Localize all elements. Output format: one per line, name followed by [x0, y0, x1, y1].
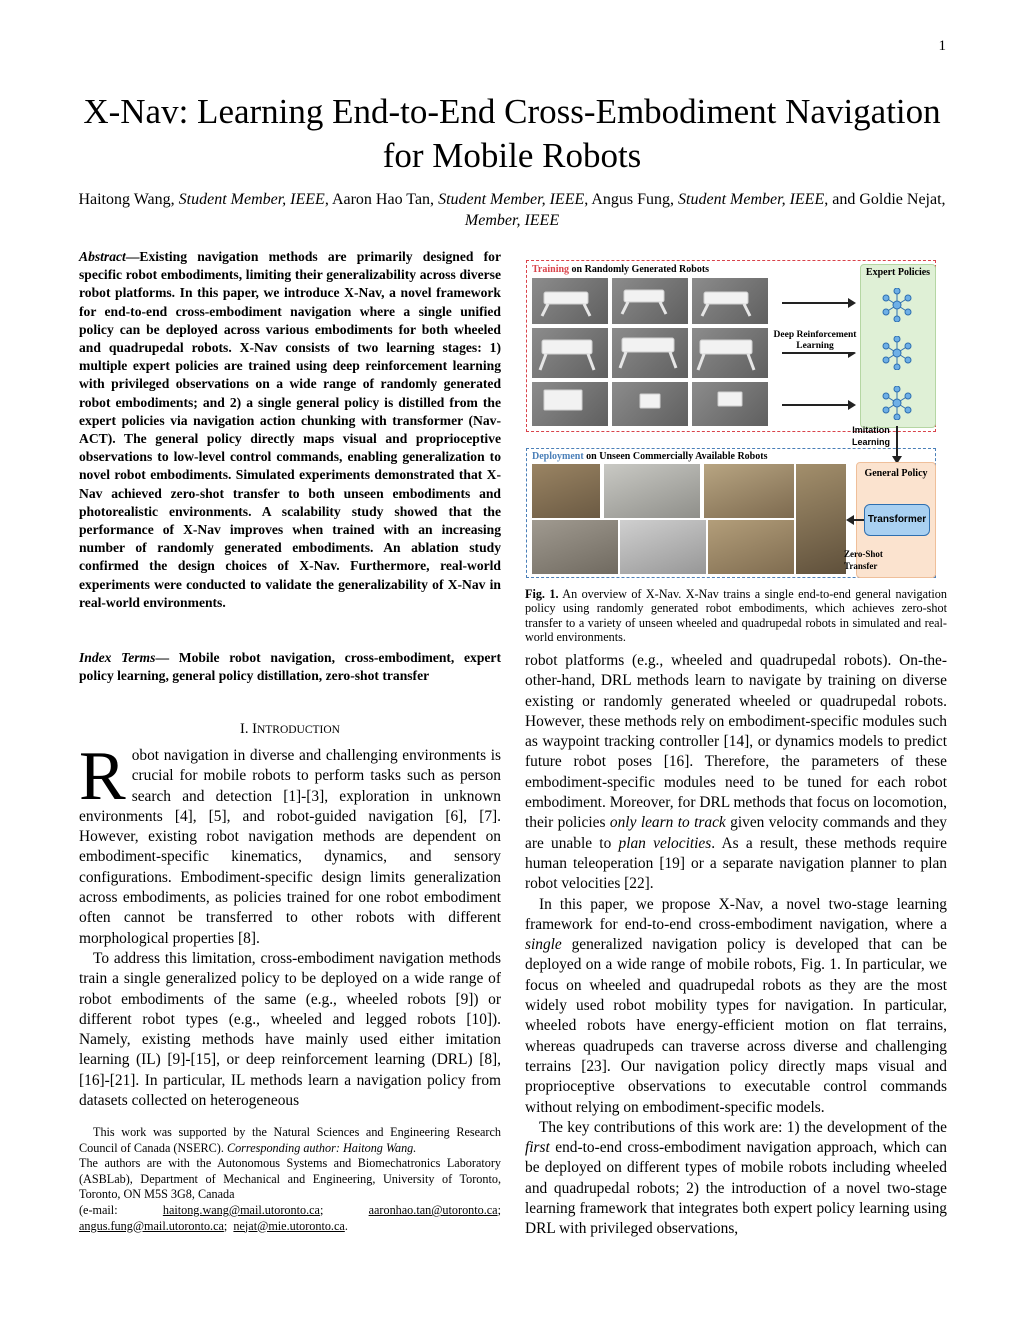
real-world-photo	[532, 520, 618, 574]
footnote-affiliation: The authors are with the Autonomous Systems and Biomechatronics Laboratory (ASBLab), Department of Mechanical and Engineering, University of Toronto, Toronto, ON M5S 3G8, Canada	[79, 1156, 501, 1202]
author-4: , and Goldie Nejat,	[824, 191, 946, 208]
page-number: 1	[938, 38, 946, 54]
section-title-rest: NTRODUCTION	[256, 724, 340, 736]
abstract	[79, 248, 501, 612]
rp2-a: In this paper, we propose X-Nav, a novel two-stage learning framework for end-to-end cross-embodiment navigation, where a	[525, 895, 947, 933]
footnote-funding	[79, 1125, 501, 1156]
real-world-photo	[604, 464, 700, 518]
author-list	[70, 189, 954, 231]
index-terms	[79, 649, 501, 685]
right-column-body	[525, 651, 947, 1240]
corresponding-author: Corresponding author: Haitong Wang.	[226, 1140, 417, 1155]
figure-1	[526, 258, 938, 580]
author-4-role: Member, IEEE	[464, 212, 560, 229]
training-rest: on Randomly Generated Robots	[569, 264, 710, 275]
training-arrow	[782, 352, 854, 354]
training-arrow	[782, 404, 854, 406]
email-link-4[interactable]: nejat@mie.utoronto.ca	[233, 1218, 345, 1233]
deployment-label	[532, 451, 767, 462]
rp2-b: generalized navigation policy is developed that can be deployed on a wide range of mobile robots, Fig. 1. In particular, we focus on wheeled and quadrupedal robots as they are the most widely used robot mobility types for navigation. In particular, wheeled robots have energy-efficient motion on flat terrains, whereas quadrupeds can traverse across diverse and challenging terrains [23]. Our navigation policy directly maps visual and proprioceptive observations to executable control commands without relying on embodiment-specific models.	[525, 936, 947, 1116]
deployment-word: Deployment	[532, 451, 584, 462]
rp2-em: single	[525, 936, 562, 954]
abstract-text: —Existing navigation methods are primarily designed for specific robot embodiments, limiting their generalizability across diverse robot platforms. In this paper, we introduce X-Nav, a novel framework for end-to-end cross-embodiment navigation where a single unified policy can be deployed across various embodiments for both wheeled and quadrupedal robots. X-Nav consists of two learning stages: 1) multiple expert policies are trained using deep reinforcement learning with privileged observations on a wide range of randomly generated robot embodiments; and 2) a single general policy is distilled from the expert policies via navigation action chunking with transformer (Nav-ACT). The general policy directly maps visual and proprioceptive observations to low-level control commands, enabling generalization to novel robot embodiments. Simulated experiments demonstrated that X-Nav achieved zero-shot transfer to both unseen embodiments and photorealistic environments. A scalability study showed that the performance of X-Nav improves when trained with an increasing number of randomly generated embodiments. An ablation study confirmed the design choices of X-Nav. Furthermore, real-world experiments were conducted to validate the generalizability of X-Nav in real-world environments.	[79, 249, 501, 610]
drop-cap: R	[79, 738, 126, 815]
robot-drawings	[532, 278, 768, 426]
caption-label: Fig. 1.	[525, 587, 559, 601]
abstract-label: Abstract	[79, 249, 126, 264]
transformer-block: Transformer	[864, 504, 930, 536]
intro-p1-text: obot navigation in diverse and challenging environments is crucial for mobile robots to perform tasks such as person search and detection [1]-[3], exploration in unknown environments [4], [5], and robot-guided navigation [6], [7]. However, existing robot navigation methods are dependent on embodiment-specific kinematics, dynamics, and sensory configurations. Embodiment-specific design limits generalization across embodiments, as policies trained for one robot embodiment often cannot be transferred to other robots with different morphological properties [8].	[79, 747, 501, 947]
real-world-photo	[708, 520, 794, 574]
author-3-role: Student Member, IEEE	[678, 191, 825, 208]
rp1-c: . As a result, these methods require human teleoperation [19] or a separate navigation planner to plan robot velocities [22].	[525, 834, 948, 893]
imitation-label: Imitation Learning	[851, 425, 890, 447]
figure-caption	[525, 587, 947, 644]
rp1-a: robot platforms (e.g., wheeled and quadrupedal robots). On-the-other-hand, DRL methods learn to navigate by training on diverse existing or randomly generated wheeled or quadrupedal robots. However, these methods rely on embodiment-specific modules such as waypoint tracking controller [14], or dynamics models to predict future robot poses [16]. Therefore, the parameters of these embodiment-specific modules need to be tuned for each robot embodiment. Moreover, for DRL methods that focus on locomotion, their policies	[525, 652, 947, 832]
author-1-role: Student Member, IEEE	[178, 191, 325, 208]
index-terms-text: — Mobile robot navigation, cross-embodiment, expert policy learning, general policy distillation, zero-shot transfer	[79, 650, 501, 684]
introduction-body	[79, 738, 501, 1111]
email-label: (e-mail:	[79, 1202, 118, 1217]
paper-title: X-Nav: Learning End-to-End Cross-Embodiment Navigation for Mobile Robots	[83, 92, 941, 175]
email-link-2[interactable]: aaronhao.tan@utoronto.ca	[368, 1202, 498, 1217]
rp1-em1: only learn to track	[609, 814, 726, 832]
right-paragraph-3	[525, 1118, 947, 1240]
expert-policies-label: Expert Policies	[865, 267, 931, 278]
training-word: Training	[532, 264, 570, 275]
intro-paragraph-1	[79, 738, 501, 949]
rp3-a: The key contributions of this work are: 1) the development of the	[539, 1118, 947, 1136]
real-world-photo	[796, 464, 846, 574]
general-policy-label: General Policy	[864, 468, 928, 479]
rp1-em2: plan velocities	[618, 834, 712, 852]
real-world-photo	[620, 520, 706, 574]
neural-network-icon	[880, 336, 914, 370]
author-2-role: Student Member, IEEE	[438, 191, 585, 208]
neural-network-icon	[880, 386, 914, 420]
email-link-3[interactable]: angus.fung@mail.utoronto.ca	[79, 1218, 224, 1233]
footnote	[79, 1125, 501, 1234]
author-2: , Aaron Hao Tan,	[324, 191, 435, 208]
drl-label: Deep Reinforcement Learning	[770, 330, 860, 352]
neural-network-icon	[880, 288, 914, 322]
training-arrow	[782, 302, 854, 304]
author-1: Haitong Wang,	[78, 191, 175, 208]
real-world-photo	[532, 464, 600, 518]
training-label	[532, 264, 709, 275]
deployment-rest: on Unseen Commercially Available Robots	[583, 451, 768, 462]
section-number: I.	[240, 721, 249, 737]
footnote-emails: (e-mail: haitong.wang@mail.utoronto.ca; aaronhao.tan@utoronto.ca; angus.fung@mail.utoronto.ca; nejat@mie.utoronto.ca.	[79, 1202, 501, 1233]
right-paragraph-1	[525, 651, 947, 895]
author-3: , Angus Fung,	[584, 191, 675, 208]
right-paragraph-2	[525, 895, 947, 1118]
funding-text: This work was supported by the Natural Sciences and Engineering Research Council of Canada (NSERC).	[79, 1125, 501, 1155]
index-terms-label: Index Terms	[79, 650, 156, 665]
intro-paragraph-2: To address this limitation, cross-embodiment navigation methods train a single generalized policy to be deployed on a wide range of robot embodiments of the same (e.g., wheeled robots [9]) or different robot types (e.g., wheeled and legged robots [10]). Namely, existing methods have mainly used either imitation learning (IL) [9]-[15], or deep reinforcement learning (DRL) [8], [16]-[21]. In particular, IL methods learn a navigation policy from datasets collected on heterogeneous	[79, 949, 501, 1110]
caption-text: An overview of X-Nav. X-Nav trains a single end-to-end general navigation policy using randomly generated robot embodiments, which achieves zero-shot transfer to a variety of unseen wheeled and quadrupedal robots in simulated and real-world environments.	[525, 587, 947, 644]
rp3-em: first	[525, 1139, 550, 1157]
real-world-photo	[704, 464, 794, 518]
section-title-first: I	[252, 721, 257, 737]
zero-shot-label: Zero-Shot Transfer	[844, 549, 883, 571]
deployment-arrow	[848, 519, 864, 521]
section-heading	[79, 721, 501, 738]
email-link-1[interactable]: haitong.wang@mail.utoronto.ca	[162, 1202, 320, 1217]
rp1-b: given velocity commands and they are unable to	[525, 814, 947, 852]
rp3-b: end-to-end cross-embodiment navigation approach, which can be deployed on different types of mobile robots including wheeled and quadrupedal robots; 2) the introduction of a novel two-stage learning framework that integrates both expert policy learning using DRL with privileged observations,	[525, 1139, 947, 1238]
